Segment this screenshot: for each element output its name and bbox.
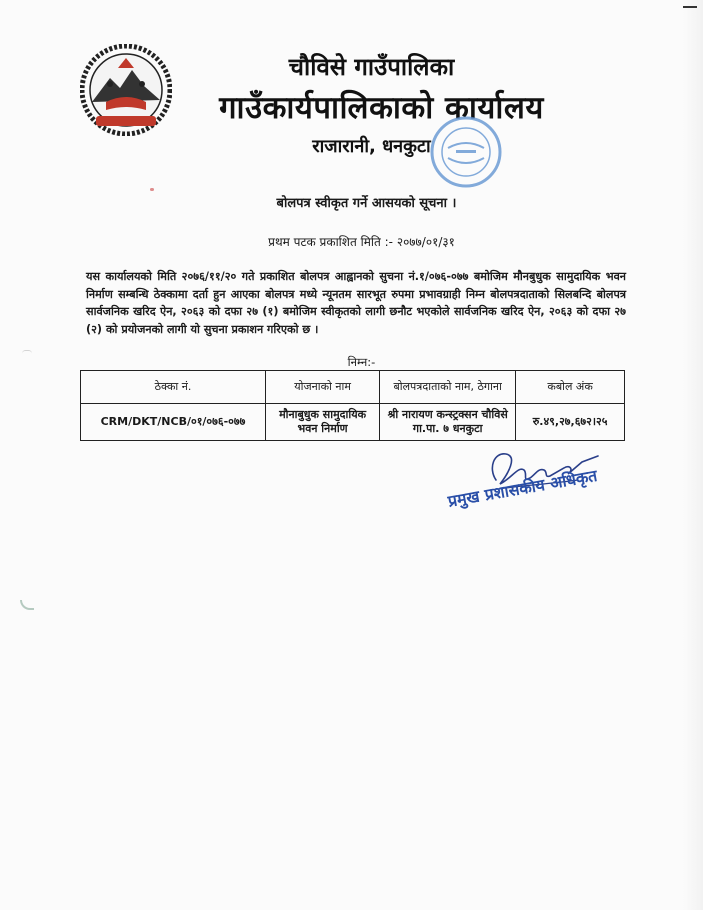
cell-amount: रु.४९,२७,६७२।२५ <box>516 404 625 441</box>
cell-bidder: श्री नारायण कन्स्ट्रक्सन चौविसे गा.पा. ७ धनकुटा <box>380 404 516 441</box>
notice-title: बोलपत्र स्वीकृत गर्ने आसयको सूचना । <box>276 196 457 211</box>
cell-project: मौनाबुधुक सामुदायिक भवन निर्माण <box>265 404 379 441</box>
ink-spot <box>150 188 154 191</box>
header-amount: कबोल अंक <box>516 371 625 404</box>
office-name: गाउँकार्यपालिकाको कार्यालय <box>219 90 544 126</box>
publication-date: प्रथम पटक प्रकाशित मिति :- २०७७/०१/३१ <box>268 235 455 249</box>
table-header-row <box>81 371 625 404</box>
list-intro: निम्न:- <box>347 355 376 369</box>
municipality-name: चौविसे गाउँपालिका <box>288 53 455 81</box>
office-address: राजारानी, धनकुटा <box>312 136 431 157</box>
signatory-title: प्रमुख प्रशासकीय अधिकृत <box>446 465 599 511</box>
scan-mark <box>683 6 697 8</box>
notice-body: यस कार्यालयको मिति २०७६/११/२० गते प्रकाशित बोलपत्र आह्वानको सुचना नं.१/०७६-०७७ बमोजिम मौनबुधुक सामुदायिक भवन निर्माण सम्बन्धि ठेक्कामा दर्ता हुन आएका बोलपत्र मध्ये न्यूनतम सारभूत रुपमा प्रभावग्राही निम्न बोलपत्रदाताको सिलबन्दि बोलपत्र सार्वजनिक खरिद ऐन, २०६३ को दफा २७ (१) बमोजिम स्वीकृतको लागी छनौट भएकोले सार्वजनिक खरिद ऐन, २०६३ को दफा २७ (२) को प्रयोजनको लागी यो सुचना प्रकाशन गरिएको छ । <box>86 270 626 336</box>
table-row <box>81 404 625 441</box>
header-bidder: बोलपत्रदाताको नाम, ठेगाना <box>380 371 516 404</box>
bid-table <box>80 370 625 441</box>
header-contract-no: ठेक्का नं. <box>81 371 266 404</box>
header-project: योजनाको नाम <box>265 371 379 404</box>
office-stamp-icon <box>428 114 504 190</box>
cell-contract-no: CRM/DKT/NCB/०१/०७६-०७७ <box>81 404 266 441</box>
